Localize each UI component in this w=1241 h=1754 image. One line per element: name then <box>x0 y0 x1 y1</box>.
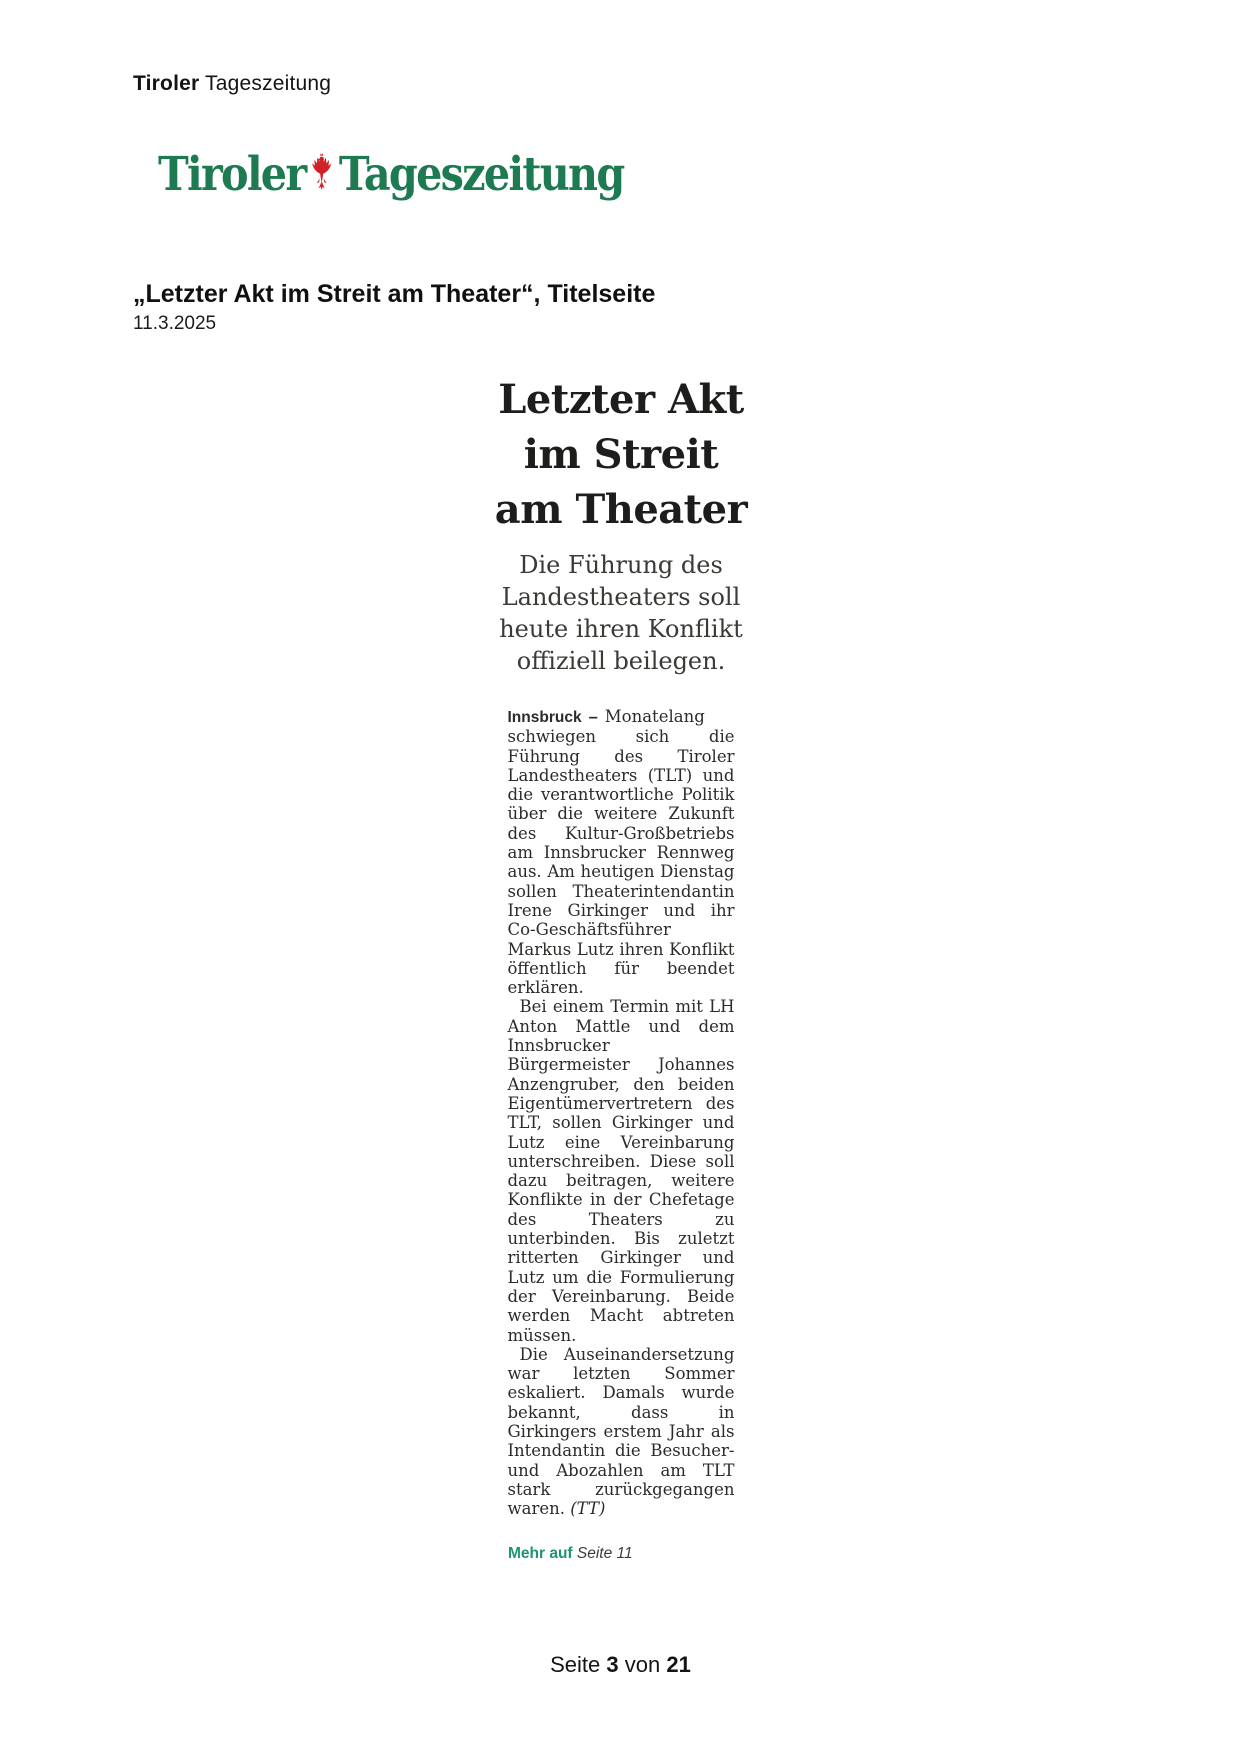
article-paragraph-2: Bei einem Termin mit LH Anton Mattle und dem Innsbrucker Bürgermeister Johannes Anzengruber, den beiden Eigentümervertretern des TLT, sollen Girkinger und Lutz eine Vereinbarung unterschreiben. Diese soll dazu beitragen, weitere Konflikte in der Chefetage des Theaters zu unterbinden. Bis zuletzt ritterten Girkinger und Lutz um die Formulierung der Vereinbarung. Beide werden Macht abtreten müssen. <box>507 997 735 1345</box>
footer-total-pages: 21 <box>666 1652 691 1677</box>
tyrolean-eagle-icon <box>306 147 338 207</box>
paragraph-lead-in: Innsbruck <box>507 709 582 726</box>
clipping-title: „Letzter Akt im Streit am Theater“, Titelseite <box>133 280 656 308</box>
article-headline <box>460 372 782 537</box>
subhead-line-1: Die Führung des <box>519 551 723 579</box>
page-footer <box>0 1652 1241 1678</box>
header-brand-bold: Tiroler <box>133 72 200 95</box>
article-clipping <box>460 372 782 1563</box>
logo-word-tageszeitung: Tageszeitung <box>338 147 624 202</box>
headline-line-2: im Streit <box>523 431 719 478</box>
footer-current-page: 3 <box>606 1652 619 1677</box>
newspaper-logo <box>158 140 687 200</box>
paragraph-text: Die Auseinandersetzung war letzten Sommer eskaliert. Damals wurde bekannt, dass in Girkingers erstem Jahr als Intendantin die Besucher- und Abozahlen am TLT stark zurückgegangen waren. <box>507 1344 735 1519</box>
article-paragraph-3 <box>508 1345 735 1519</box>
more-reference-target: Seite 11 <box>576 1545 633 1563</box>
more-reference <box>508 1545 782 1563</box>
header-brand <box>133 72 331 96</box>
clipping-date: 11.3.2025 <box>133 313 217 334</box>
logo-word-tiroler: Tiroler <box>158 147 306 202</box>
article-credit: (TT) <box>570 1499 606 1519</box>
footer-word-page: Seite <box>550 1652 601 1677</box>
headline-line-3: am Theater <box>494 486 748 533</box>
article-paragraph-1 <box>508 707 735 997</box>
footer-word-of: von <box>624 1652 661 1677</box>
paragraph-text: Monatelang schwiegen sich die Führung des Tiroler Landestheaters (TLT) und die verantwortliche Politik über die weitere Zukunft des Kultur-Großbetriebs am Innsbrucker Rennweg aus. Am heutigen Dienstag sollen Theaterintendantin Irene Girkinger und ihr Co-Geschäftsführer Markus Lutz ihren Konflikt öffentlich für beendet erklären. <box>507 707 735 998</box>
headline-line-1: Letzter Akt <box>498 376 744 423</box>
subhead-line-3: heute ihren Konflikt <box>499 615 743 643</box>
header-brand-regular: Tageszeitung <box>199 72 332 95</box>
subhead-line-2: Landestheaters soll <box>501 583 741 611</box>
article-body <box>508 707 735 1518</box>
article-subhead <box>460 549 782 677</box>
lead-dash: – <box>588 708 598 726</box>
subhead-line-4: offiziell beilegen. <box>516 647 726 675</box>
more-reference-label: Mehr auf <box>508 1545 573 1563</box>
